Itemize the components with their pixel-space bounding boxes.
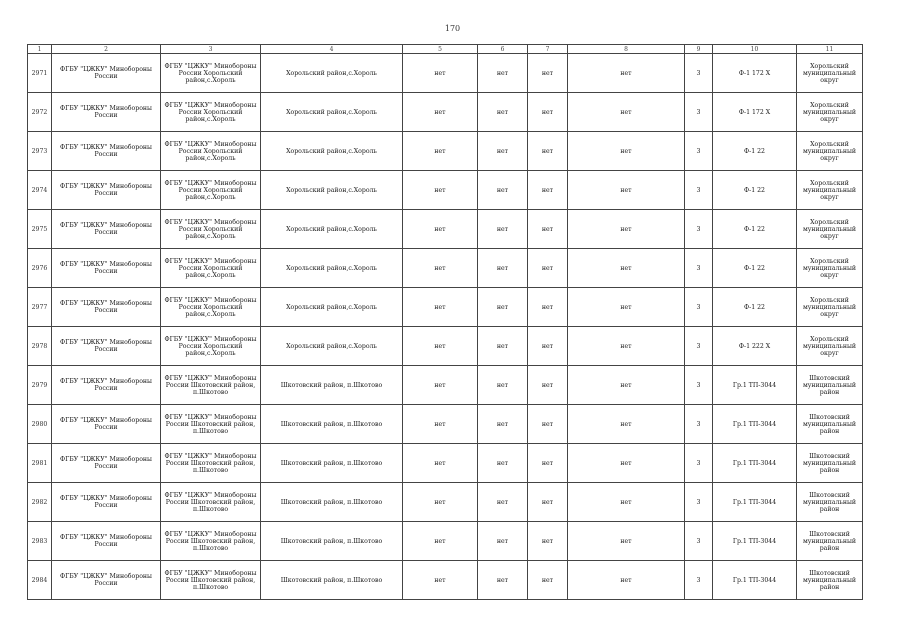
table-cell-9: 3	[685, 561, 713, 600]
table-cell-1: 2977	[28, 288, 52, 327]
table-cell-7: нет	[528, 171, 568, 210]
table-cell-6: нет	[478, 405, 528, 444]
table-cell-2: ФГБУ "ЦЖКУ" Минобороны России	[52, 54, 161, 93]
table-row	[28, 327, 863, 366]
table-cell-2: ФГБУ "ЦЖКУ" Минобороны России	[52, 210, 161, 249]
page-number: 170	[444, 24, 461, 33]
table-cell-5: нет	[403, 54, 478, 93]
table-cell-1: 2979	[28, 366, 52, 405]
table-row	[28, 444, 863, 483]
table-cell-2: ФГБУ "ЦЖКУ" Минобороны России	[52, 561, 161, 600]
table-cell-7: нет	[528, 93, 568, 132]
table-cell-9: 3	[685, 210, 713, 249]
table-cell-6: нет	[478, 249, 528, 288]
table-cell-8: нет	[568, 561, 685, 600]
table-cell-6: нет	[478, 288, 528, 327]
table-cell-7: нет	[528, 132, 568, 171]
table-cell-11: Шкотовский муниципальный район	[797, 522, 863, 561]
table-cell-3: ФГБУ "ЦЖКУ" Минобороны России Хорольский район,с.Хороль	[161, 210, 261, 249]
table-cell-7: нет	[528, 327, 568, 366]
table-row	[28, 249, 863, 288]
table-cell-11: Хорольский муниципальный округ	[797, 93, 863, 132]
table-cell-2: ФГБУ "ЦЖКУ" Минобороны России	[52, 93, 161, 132]
table-cell-2: ФГБУ "ЦЖКУ" Минобороны России	[52, 366, 161, 405]
table-cell-6: нет	[478, 444, 528, 483]
table-cell-7: нет	[528, 561, 568, 600]
table-row	[28, 54, 863, 93]
table-cell-4: Шкотовский район, п.Шкотово	[261, 366, 403, 405]
table-cell-2: ФГБУ "ЦЖКУ" Минобороны России	[52, 522, 161, 561]
table-cell-1: 2976	[28, 249, 52, 288]
table-cell-11: Хорольский муниципальный округ	[797, 210, 863, 249]
table-cell-4: Хорольский район,с.Хороль	[261, 54, 403, 93]
table-cell-6: нет	[478, 93, 528, 132]
table-cell-10: Ф-1 222 Х	[713, 327, 797, 366]
table-cell-4: Шкотовский район, п.Шкотово	[261, 483, 403, 522]
table-cell-5: нет	[403, 561, 478, 600]
table-cell-8: нет	[568, 522, 685, 561]
column-header-10: 10	[713, 45, 797, 54]
table-cell-7: нет	[528, 522, 568, 561]
table-cell-3: ФГБУ "ЦЖКУ" Минобороны России Шкотовский район, п.Шкотово	[161, 522, 261, 561]
table-cell-2: ФГБУ "ЦЖКУ" Минобороны России	[52, 483, 161, 522]
table-cell-3: ФГБУ "ЦЖКУ" Минобороны России Хорольский район,с.Хороль	[161, 132, 261, 171]
table-cell-8: нет	[568, 249, 685, 288]
table-cell-3: ФГБУ "ЦЖКУ" Минобороны России Хорольский район,с.Хороль	[161, 288, 261, 327]
table-cell-9: 3	[685, 366, 713, 405]
table-cell-1: 2981	[28, 444, 52, 483]
table-cell-10: Гр.1 ТП-3044	[713, 483, 797, 522]
table-cell-3: ФГБУ "ЦЖКУ" Минобороны России Хорольский район,с.Хороль	[161, 249, 261, 288]
table-row	[28, 171, 863, 210]
registry-table	[27, 44, 863, 600]
table-row	[28, 366, 863, 405]
table-cell-10: Гр.1 ТП-3044	[713, 561, 797, 600]
table-cell-2: ФГБУ "ЦЖКУ" Минобороны России	[52, 171, 161, 210]
table-cell-6: нет	[478, 171, 528, 210]
table-cell-9: 3	[685, 483, 713, 522]
table-row	[28, 288, 863, 327]
table-row	[28, 132, 863, 171]
table-row	[28, 405, 863, 444]
table-cell-6: нет	[478, 366, 528, 405]
table-cell-3: ФГБУ "ЦЖКУ" Минобороны России Шкотовский район, п.Шкотово	[161, 444, 261, 483]
table-cell-6: нет	[478, 483, 528, 522]
table-cell-4: Хорольский район,с.Хороль	[261, 288, 403, 327]
table-cell-5: нет	[403, 249, 478, 288]
table-cell-5: нет	[403, 93, 478, 132]
table-cell-6: нет	[478, 54, 528, 93]
table-cell-3: ФГБУ "ЦЖКУ" Минобороны России Шкотовский район, п.Шкотово	[161, 405, 261, 444]
column-header-6: 6	[478, 45, 528, 54]
table-cell-1: 2973	[28, 132, 52, 171]
table-cell-4: Шкотовский район, п.Шкотово	[261, 405, 403, 444]
header-row	[28, 45, 863, 54]
table-cell-8: нет	[568, 405, 685, 444]
table-cell-4: Шкотовский район, п.Шкотово	[261, 522, 403, 561]
column-header-3: 3	[161, 45, 261, 54]
table-cell-8: нет	[568, 444, 685, 483]
table-cell-5: нет	[403, 210, 478, 249]
table-cell-1: 2972	[28, 93, 52, 132]
column-header-1: 1	[28, 45, 52, 54]
table-cell-8: нет	[568, 132, 685, 171]
column-header-9: 9	[685, 45, 713, 54]
table-cell-7: нет	[528, 54, 568, 93]
column-header-8: 8	[568, 45, 685, 54]
table-cell-1: 2978	[28, 327, 52, 366]
table-cell-2: ФГБУ "ЦЖКУ" Минобороны России	[52, 327, 161, 366]
table-cell-10: Гр.1 ТП-3044	[713, 405, 797, 444]
table-cell-7: нет	[528, 249, 568, 288]
table-cell-9: 3	[685, 288, 713, 327]
table-cell-7: нет	[528, 366, 568, 405]
table-cell-5: нет	[403, 288, 478, 327]
table-row	[28, 210, 863, 249]
table-cell-3: ФГБУ "ЦЖКУ" Минобороны России Хорольский район,с.Хороль	[161, 327, 261, 366]
table-cell-6: нет	[478, 561, 528, 600]
table-cell-1: 2980	[28, 405, 52, 444]
table-cell-1: 2984	[28, 561, 52, 600]
table-cell-8: нет	[568, 288, 685, 327]
table-cell-1: 2983	[28, 522, 52, 561]
table-row	[28, 522, 863, 561]
column-header-4: 4	[261, 45, 403, 54]
column-header-2: 2	[52, 45, 161, 54]
table-cell-8: нет	[568, 171, 685, 210]
table-cell-10: Ф-1 22	[713, 288, 797, 327]
table-cell-2: ФГБУ "ЦЖКУ" Минобороны России	[52, 249, 161, 288]
table-cell-10: Ф-1 22	[713, 249, 797, 288]
table-cell-4: Хорольский район,с.Хороль	[261, 327, 403, 366]
table-cell-7: нет	[528, 210, 568, 249]
table-cell-8: нет	[568, 93, 685, 132]
table-cell-10: Ф-1 172 Х	[713, 54, 797, 93]
table-cell-7: нет	[528, 483, 568, 522]
table-cell-11: Шкотовский муниципальный район	[797, 483, 863, 522]
table-cell-1: 2974	[28, 171, 52, 210]
table-cell-11: Хорольский муниципальный округ	[797, 249, 863, 288]
table-cell-7: нет	[528, 405, 568, 444]
table-cell-5: нет	[403, 366, 478, 405]
table-cell-6: нет	[478, 327, 528, 366]
table-row	[28, 93, 863, 132]
table-cell-11: Шкотовский муниципальный район	[797, 405, 863, 444]
column-header-7: 7	[528, 45, 568, 54]
table-cell-9: 3	[685, 93, 713, 132]
table-cell-5: нет	[403, 405, 478, 444]
table-cell-4: Хорольский район,с.Хороль	[261, 93, 403, 132]
table-cell-5: нет	[403, 132, 478, 171]
table-cell-1: 2971	[28, 54, 52, 93]
table-cell-11: Шкотовский муниципальный район	[797, 561, 863, 600]
table-cell-9: 3	[685, 444, 713, 483]
table-cell-1: 2982	[28, 483, 52, 522]
table-cell-7: нет	[528, 288, 568, 327]
table-cell-11: Шкотовский муниципальный район	[797, 444, 863, 483]
table-cell-9: 3	[685, 132, 713, 171]
table-cell-9: 3	[685, 405, 713, 444]
table-cell-4: Шкотовский район, п.Шкотово	[261, 444, 403, 483]
table-cell-10: Гр.1 ТП-3044	[713, 366, 797, 405]
table-cell-7: нет	[528, 444, 568, 483]
table-cell-11: Хорольский муниципальный округ	[797, 288, 863, 327]
table-row	[28, 483, 863, 522]
table-cell-9: 3	[685, 171, 713, 210]
table-cell-8: нет	[568, 366, 685, 405]
table-cell-5: нет	[403, 444, 478, 483]
table-cell-9: 3	[685, 249, 713, 288]
table-cell-10: Гр.1 ТП-3044	[713, 444, 797, 483]
table-row	[28, 561, 863, 600]
table-cell-4: Хорольский район,с.Хороль	[261, 210, 403, 249]
column-header-11: 11	[797, 45, 863, 54]
table-cell-3: ФГБУ "ЦЖКУ" Минобороны России Шкотовский район, п.Шкотово	[161, 483, 261, 522]
table-cell-10: Ф-1 22	[713, 171, 797, 210]
table-cell-11: Хорольский муниципальный округ	[797, 132, 863, 171]
table-cell-11: Шкотовский муниципальный район	[797, 366, 863, 405]
column-header-5: 5	[403, 45, 478, 54]
table-cell-10: Ф-1 172 Х	[713, 93, 797, 132]
table-cell-6: нет	[478, 522, 528, 561]
table-cell-10: Гр.1 ТП-3044	[713, 522, 797, 561]
table-cell-2: ФГБУ "ЦЖКУ" Минобороны России	[52, 405, 161, 444]
table-cell-3: ФГБУ "ЦЖКУ" Минобороны России Хорольский район,с.Хороль	[161, 93, 261, 132]
table-cell-3: ФГБУ "ЦЖКУ" Минобороны России Хорольский район,с.Хороль	[161, 54, 261, 93]
table-cell-4: Хорольский район,с.Хороль	[261, 249, 403, 288]
table-cell-11: Хорольский муниципальный округ	[797, 171, 863, 210]
table-cell-10: Ф-1 22	[713, 210, 797, 249]
table-cell-6: нет	[478, 210, 528, 249]
table-cell-4: Хорольский район,с.Хороль	[261, 171, 403, 210]
table-cell-9: 3	[685, 522, 713, 561]
table-cell-4: Шкотовский район, п.Шкотово	[261, 561, 403, 600]
table-cell-3: ФГБУ "ЦЖКУ" Минобороны России Шкотовский район, п.Шкотово	[161, 366, 261, 405]
table-cell-5: нет	[403, 171, 478, 210]
table-cell-8: нет	[568, 483, 685, 522]
table-cell-2: ФГБУ "ЦЖКУ" Минобороны России	[52, 132, 161, 171]
table-cell-11: Хорольский муниципальный округ	[797, 54, 863, 93]
table-body	[28, 54, 863, 600]
table-cell-5: нет	[403, 483, 478, 522]
table-cell-6: нет	[478, 132, 528, 171]
table-cell-8: нет	[568, 327, 685, 366]
table-cell-5: нет	[403, 522, 478, 561]
table-cell-8: нет	[568, 54, 685, 93]
table-cell-3: ФГБУ "ЦЖКУ" Минобороны России Хорольский район,с.Хороль	[161, 171, 261, 210]
table-cell-5: нет	[403, 327, 478, 366]
table-cell-9: 3	[685, 327, 713, 366]
table-cell-1: 2975	[28, 210, 52, 249]
table-cell-9: 3	[685, 54, 713, 93]
table-cell-11: Хорольский муниципальный округ	[797, 327, 863, 366]
table-cell-10: Ф-1 22	[713, 132, 797, 171]
table-cell-3: ФГБУ "ЦЖКУ" Минобороны России Шкотовский район, п.Шкотово	[161, 561, 261, 600]
table-cell-8: нет	[568, 210, 685, 249]
table-cell-2: ФГБУ "ЦЖКУ" Минобороны России	[52, 288, 161, 327]
table-cell-2: ФГБУ "ЦЖКУ" Минобороны России	[52, 444, 161, 483]
table-cell-4: Хорольский район,с.Хороль	[261, 132, 403, 171]
